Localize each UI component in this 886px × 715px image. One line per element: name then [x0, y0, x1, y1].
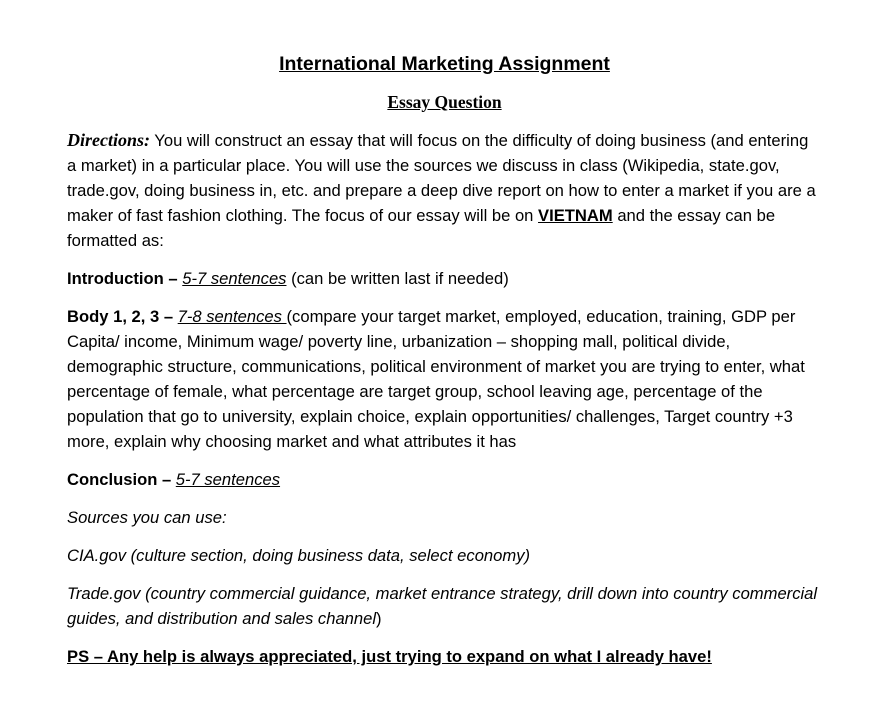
directions-paragraph	[67, 128, 822, 253]
sources-heading: Sources you can use:	[67, 508, 227, 527]
conclusion-length: 5-7 sentences	[175, 470, 281, 489]
introduction-note: (can be written last if needed)	[286, 269, 509, 288]
source-trade-paragraph	[67, 581, 822, 631]
document-title: International Marketing Assignment	[279, 53, 610, 75]
body-paragraph	[67, 304, 822, 454]
source-trade: Trade.gov (country commercial guidance, market entrance strategy, drill down into country commercial guides, and distribution and sales channel	[67, 584, 818, 628]
introduction-length: 5-7 sentences	[182, 269, 287, 288]
target-country: VIETNAM	[538, 206, 613, 225]
directions-text-after: and the essay can be formatted as:	[67, 206, 776, 250]
conclusion-paragraph	[67, 467, 822, 492]
essay-question-heading: Essay Question	[387, 92, 502, 112]
conclusion-label: Conclusion –	[67, 470, 176, 489]
body-label: Body 1, 2, 3 –	[67, 307, 178, 326]
directions-label: Directions:	[67, 130, 150, 150]
document-page	[67, 50, 822, 669]
source-trade-close: )	[376, 609, 382, 628]
body-note: (compare your target market, employed, education, training, GDP per Capita/ income, Minimum wage/ poverty line, urbanization – shopping mall, political divide, demographic structure, communications, political environment of market you are trying to enter, what percentage of female, what percentage are target group, school leaving age, percentage of the population that go to university, explain choice, explain opportunities/ challenges, Target country +3 more, explain why choosing market and what attributes it has	[67, 307, 805, 451]
source-cia: CIA.gov (culture section, doing business data, select economy)	[67, 546, 531, 565]
introduction-label: Introduction –	[67, 269, 183, 288]
introduction-paragraph	[67, 266, 822, 291]
directions-text: You will construct an essay that will focus on the difficulty of doing business (and entering a market) in a particular place. You will use the sources we discuss in class (Wikipedia, state.gov, trade.gov, doing business in, etc. and prepare a deep dive report on how to enter a market if you are a maker of fast fashion clothing. The focus of our essay will be on	[67, 131, 816, 225]
body-length: 7-8 sentences	[177, 307, 287, 326]
ps-note: PS – Any help is always appreciated, just trying to expand on what I already have!	[67, 647, 712, 666]
